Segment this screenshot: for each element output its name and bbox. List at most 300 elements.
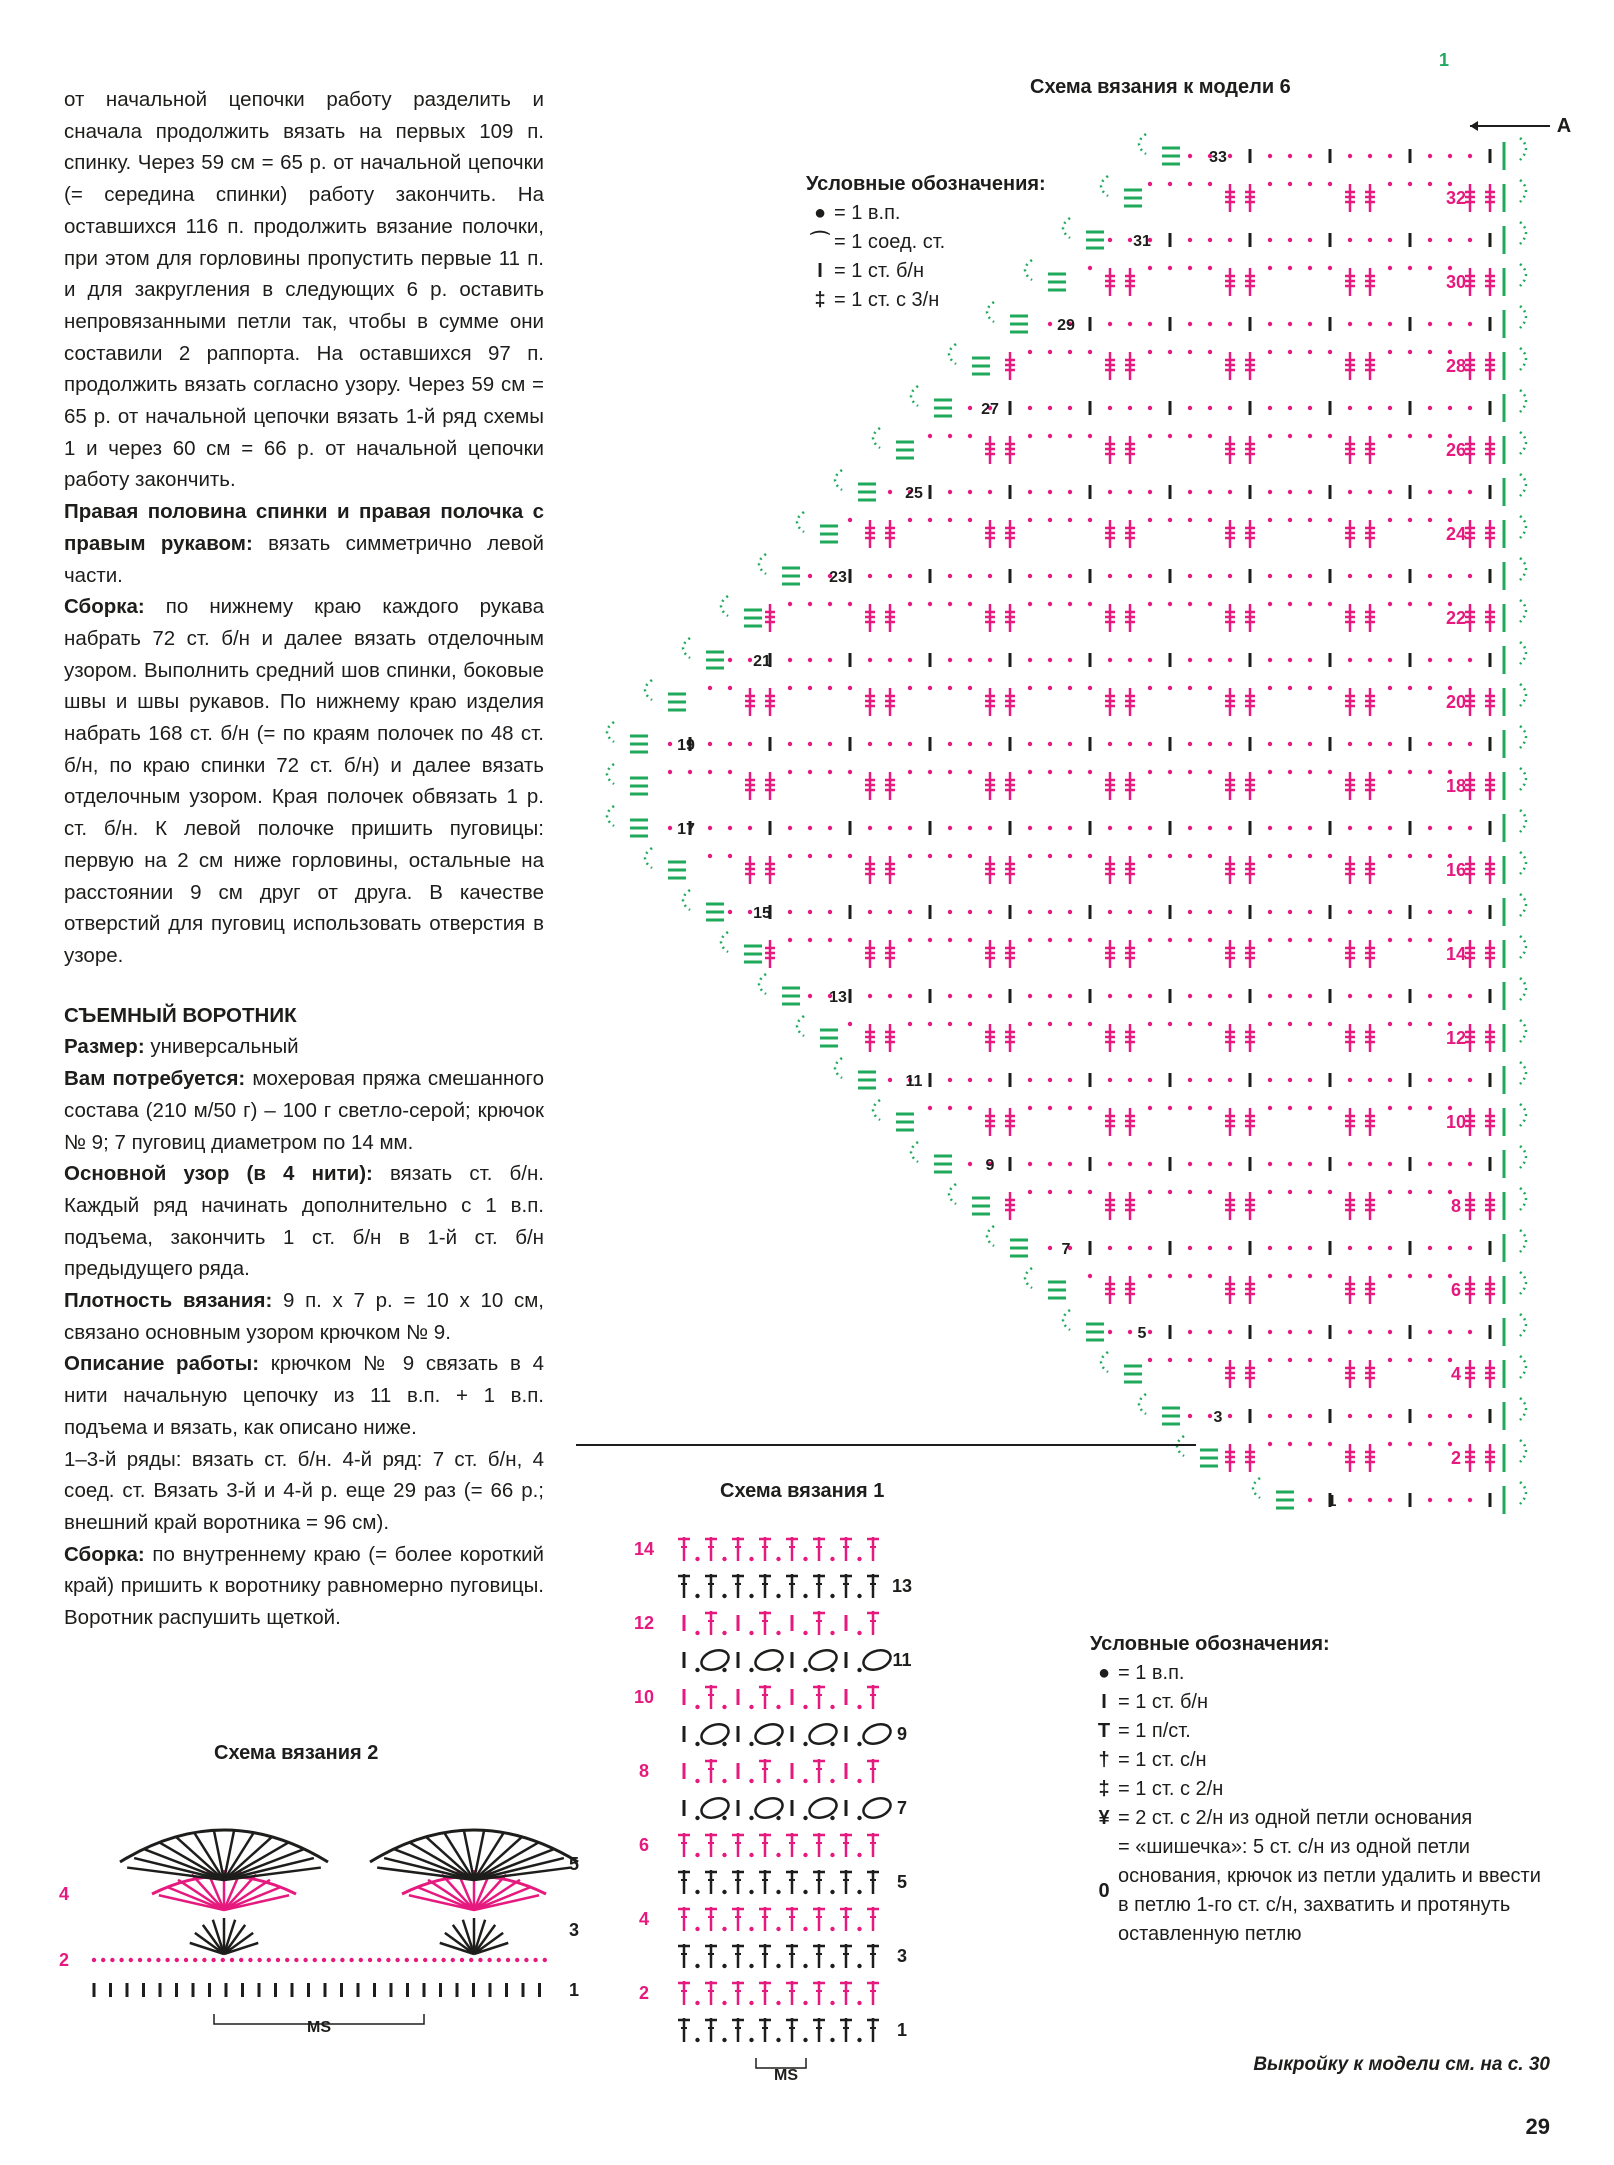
legend-item-label: = 1 п/ст. [1118,1720,1191,1742]
chain-dot [1088,770,1092,774]
chain-dot [722,2038,726,2042]
chain-dot [888,490,892,494]
chain-dot [848,686,852,690]
chain-dot [1148,826,1152,830]
chain-dot [1068,406,1072,410]
row-label-left: 15 [753,905,771,922]
chain-dot [1268,826,1272,830]
chain-dot [1388,910,1392,914]
chain-dot [1428,182,1432,186]
chain-dot [1048,938,1052,942]
chain-dot [1048,910,1052,914]
chain-dot [248,1958,252,1962]
chain-dot [1308,910,1312,914]
chain-dot [1408,1106,1412,1110]
chain-dot [1188,602,1192,606]
chain-dot [1088,266,1092,270]
chain-dot [1388,1358,1392,1362]
chain-dot [708,826,712,830]
chain-dot [1208,658,1212,662]
chain-dot [1068,854,1072,858]
chain-dot [988,490,992,494]
chain-dot [1308,574,1312,578]
legend-item-label: = 2 ст. с 2/н из одной петли основания [1118,1807,1473,1829]
legend1-title: Условные обозначения: [1090,1633,1330,1655]
chart1-row-label-left: 2 [638,1983,650,2003]
chain-dot [386,1958,390,1962]
edge-picot [1520,474,1526,496]
chain-dot [1448,1106,1452,1110]
chain-dot [1088,350,1092,354]
edge-picot [721,932,728,952]
chart1-row-label-right: 1 [896,2020,908,2040]
chain-dot [857,2038,861,2042]
chain-dot [359,1958,363,1962]
chain-dot [1428,1246,1432,1250]
edge-picot [949,344,956,364]
chain-dot [1388,182,1392,186]
chain-dot [1328,182,1332,186]
chain-dot [1448,434,1452,438]
chain-dot [928,938,932,942]
chain-dot [1288,910,1292,914]
chain-dot [1068,602,1072,606]
chain-dot [1268,322,1272,326]
chain-dot [1268,350,1272,354]
chain-dot [1388,770,1392,774]
tr-icon: ‡ [814,289,826,311]
chain-dot [1168,1274,1172,1278]
chain-dot [1448,350,1452,354]
chain-dot [1148,854,1152,858]
collar-paragraph-text: мохеровая пряжа смешанного состава (210 м/50 г) – 100 г светло-серой; крючок № 9; 7 пуговиц диаметром по 14 мм. [64,1067,544,1154]
chain-dot [908,938,912,942]
edge-picot [683,890,690,910]
chain-dot [1188,1190,1192,1194]
chain-dot [749,1594,753,1598]
chain-dot [1168,602,1172,606]
chain-dot [1448,742,1452,746]
chain-dot [1448,854,1452,858]
chain-dot [1308,1246,1312,1250]
edge-picot [1520,1062,1526,1084]
chart1-ms-label: MS [774,2067,798,2084]
row-label-right: 16 [1445,860,1467,880]
chain-dot [1068,658,1072,662]
chain-dot [968,1106,972,1110]
chain-dot [1428,238,1432,242]
chain-dot [1208,1358,1212,1362]
chain-dot [1408,938,1412,942]
chain-dot [543,1958,547,1962]
chain-dot [1268,182,1272,186]
chain-dot [668,742,672,746]
edge-picot [1520,432,1526,454]
chain-dot [1448,266,1452,270]
chain-dot [808,826,812,830]
chain-dot [748,826,752,830]
legend-item-label: = «шишечка»: 5 ст. с/н из одной петли основания, крючок из петли удалить и ввести в петлю 1-го ст. с/н, захватить и протянуть оставленную петлю [1118,1836,1541,1945]
chain-dot [1328,1358,1332,1362]
chain-dot [1228,1246,1232,1250]
edge-picot [1520,222,1526,244]
chain-dot [1188,994,1192,998]
chain-dot [1168,1106,1172,1110]
chain-dot [908,658,912,662]
chain-dot [1288,1190,1292,1194]
chain-dot [1028,602,1032,606]
chain-dot [211,1958,215,1962]
chain-dot [928,1022,932,1026]
bobble-icon: 0 [1098,1879,1110,1902]
chain-dot [1288,322,1292,326]
chain-dot [948,1022,952,1026]
chain-dot [414,1958,418,1962]
chain-dot [1428,1106,1432,1110]
collar-paragraph-lead: Вам потребуется: [64,1067,246,1091]
chain-dot [830,1779,834,1783]
chain-dot [749,1705,753,1709]
chain-dot [776,2038,780,2042]
chain-dot [1388,1246,1392,1250]
chain-dot [1308,490,1312,494]
chain-dot [708,742,712,746]
chain-dot [948,1106,952,1110]
collar-paragraph-lead: Описание работы: [64,1352,260,1376]
chain-dot [1448,826,1452,830]
chain-dot [868,910,872,914]
chain-dot [1368,994,1372,998]
row-label-right: 8 [1450,1196,1462,1216]
chain-dot [1148,266,1152,270]
chain-dot [857,1594,861,1598]
chain-dot [276,1958,280,1962]
chain-dot [1188,434,1192,438]
collar-paragraph-lead: Основной узор (в 4 нити): [64,1162,373,1186]
chain-dot [1228,1330,1232,1334]
chain-dot [1348,238,1352,242]
chain-dot [1288,1078,1292,1082]
edge-picot [1520,264,1526,286]
chain-dot [1388,322,1392,326]
chain-dot [808,938,812,942]
chart2-row-label-right: 1 [568,1980,580,2000]
chain-dot [1288,658,1292,662]
chain-dot [1068,1190,1072,1194]
chain-dot [1148,322,1152,326]
chain-dot [1428,574,1432,578]
collar-paragraph [64,1348,544,1443]
row-label-left: 11 [905,1073,923,1090]
chain-dot [1028,770,1032,774]
collar-paragraph-lead: Сборка: [64,1542,145,1566]
chain-dot [749,1668,753,1672]
chain-dot [1428,1414,1432,1418]
chain-dot [1268,1106,1272,1110]
chain-dot [1288,1358,1292,1362]
chain-dot [1468,490,1472,494]
chain-dot [803,2038,807,2042]
chain-dot [908,770,912,774]
row-label-right: 10 [1445,1112,1467,1132]
chain-dot [1028,434,1032,438]
edge-picot [1139,134,1146,154]
chain-dot [1088,518,1092,522]
chain-dot [451,1958,455,1962]
chain-dot [1428,266,1432,270]
chain-dot [1308,518,1312,522]
chain-dot [1288,266,1292,270]
edge-picot [1520,1146,1526,1168]
chain-dot [1068,742,1072,746]
chain-dot [1188,574,1192,578]
chain-dot [988,994,992,998]
chain-dot [1388,1022,1392,1026]
chain-dot [695,1779,699,1783]
row-label-right: 18 [1445,776,1467,796]
chain-dot [1088,686,1092,690]
chain-dot [1048,994,1052,998]
chain-dot [1168,1022,1172,1026]
chain-dot [1168,434,1172,438]
chain-dot [1308,350,1312,354]
chain-dot [1168,770,1172,774]
chain-dot [1468,1498,1472,1502]
chain-dot [1348,1414,1352,1418]
chain-dot [1128,994,1132,998]
chain-dot [749,1816,753,1820]
tr2-icon: ‡ [1098,1778,1110,1800]
chain-dot [988,826,992,830]
chain-dot [1208,826,1212,830]
chain-dot [1308,1358,1312,1362]
chain-dot [1388,1106,1392,1110]
fan-stitch [409,1842,474,1880]
chain-dot [1168,854,1172,858]
chain-dot [1288,994,1292,998]
chain-dot [1208,742,1212,746]
chain-dot [788,938,792,942]
chain-dot [1188,238,1192,242]
chain-dot [1448,1078,1452,1082]
chain-dot [688,770,692,774]
chain-dot [808,742,812,746]
legend-item [1090,1659,1548,1688]
chain-dot [1268,854,1272,858]
chain-dot [294,1958,298,1962]
chain-dot [828,742,832,746]
chain-dot [1088,602,1092,606]
chain-dot [1468,826,1472,830]
chain-dot [1228,1078,1232,1082]
edge-picot [1520,390,1526,412]
chain-dot [1288,1246,1292,1250]
chain-dot [1368,154,1372,158]
chain-dot [1428,1274,1432,1278]
chain-dot [808,686,812,690]
chain-dot [1388,518,1392,522]
chain-dot [788,826,792,830]
chain-dot [1048,686,1052,690]
chain-dot [1308,1162,1312,1166]
chain-dot [803,2001,807,2005]
chain-dot [808,602,812,606]
chain-dot [1408,182,1412,186]
chain-dot [808,574,812,578]
chain-dot [988,910,992,914]
collar-paragraph [64,1158,544,1285]
chain-dot [968,854,972,858]
chain-dot [1128,742,1132,746]
fan-stitch [159,1842,224,1880]
row-label-right: 20 [1445,692,1467,712]
chain-dot [1408,770,1412,774]
chain-dot [776,2001,780,2005]
edge-picot [1520,600,1526,622]
chain-dot [1108,910,1112,914]
chain-dot [1048,322,1052,326]
chain-dot [948,574,952,578]
chain-dot [1428,154,1432,158]
chain-dot [1188,406,1192,410]
chain-dot [1388,490,1392,494]
chain-dot [1108,490,1112,494]
chain-dot [776,1816,780,1820]
edge-picot [1520,726,1526,748]
chain-dot [1468,742,1472,746]
row-label-left: 13 [829,989,847,1006]
chain-dot [1368,910,1372,914]
legend-item-label: = 1 ст. б/н [1118,1691,1209,1713]
chain-dot [1208,1246,1212,1250]
chart6-top-label: 1 [1438,50,1450,70]
row-label-left: 23 [829,569,847,586]
row-label-right: 6 [1450,1280,1462,1300]
chain-dot [1028,938,1032,942]
chain-dot [487,1958,491,1962]
chain-dot [908,854,912,858]
chain-dot [1048,350,1052,354]
chain-dot [857,1890,861,1894]
chain-dot [968,406,972,410]
chain-dot [776,1742,780,1746]
chain-dot [928,1106,932,1110]
chart1-row-label-left: 14 [633,1539,655,1559]
chain-dot [830,1705,834,1709]
row-label-left: 25 [905,485,923,502]
chain-dot [776,1705,780,1709]
chain-dot [968,770,972,774]
chain-dot [1288,238,1292,242]
fan-stitch [224,1842,289,1880]
chain-dot [1188,490,1192,494]
chain-dot [788,686,792,690]
chain-dot [1468,1414,1472,1418]
chain-dot [1048,826,1052,830]
chain-dot [695,1631,699,1635]
fan-stitch [474,1842,539,1880]
chain-dot [776,1779,780,1783]
chain-dot [1428,938,1432,942]
legend-item-label: = 1 ст. б/н [834,260,925,282]
chain-dot [1068,1022,1072,1026]
chain-dot [1188,182,1192,186]
chain-dot [1328,854,1332,858]
edge-picot [721,596,728,616]
legend-item-label: = 1 ст. с/н [1118,1749,1207,1771]
chain-dot [908,1022,912,1026]
edge-picot [1520,1314,1526,1336]
chain-dot [928,518,932,522]
chain-dot [1448,1162,1452,1166]
collar-paragraph-text: крючком № 9 связать в 4 нити начальную цепочку из 11 в.п. + 1 в.п. подъема и вязать, как описано ниже. [64,1352,544,1439]
chart2-row-label-left: 2 [58,1950,70,1970]
chain-dot [1388,658,1392,662]
chain-dot [1288,1162,1292,1166]
chain-dot [1308,602,1312,606]
chain-dot [1448,1330,1452,1334]
edge-picot [1520,1356,1526,1378]
chain-dot [968,518,972,522]
chain-dot [888,1078,892,1082]
chain-dot [695,1594,699,1598]
chain-dot [1468,1246,1472,1250]
chain-dot [138,1958,142,1962]
chain-dot [1448,322,1452,326]
chain-dot [1148,1022,1152,1026]
edge-picot [1520,1188,1526,1210]
chain-dot [830,2038,834,2042]
chain-dot [1068,350,1072,354]
chain-dot [1328,1442,1332,1446]
chain-dot [497,1958,501,1962]
chain-dot [1068,518,1072,522]
chain-dot [1048,406,1052,410]
chain-dot [868,574,872,578]
chain-dot [1388,406,1392,410]
edge-picot [1520,1020,1526,1042]
chain-dot [1268,1358,1272,1362]
chain-dot [1268,154,1272,158]
chain-dot [1148,742,1152,746]
chain-dot [1268,238,1272,242]
chain-dot [1128,322,1132,326]
chain-dot [1088,1022,1092,1026]
article-paragraph-text: по нижнему краю каждого рукава набрать 72 ст. б/н и далее вязать отделочным узором. Выполнить средний шов спинки, боковые швы и швы рукавов. По нижнему краю изделия набрать 168 ст. б/н (= по краям полочек по 48 ст. б/н, по краю спинки 72 ст. б/н) и далее вязать отделочным узором. Края полочек обвязать 1 р. ст. б/н. К левой полочке пришить пуговицы: первую на 2 см ниже горловины, остальные на расстоянии 9 см друг от друга. В качестве отверстий для пуговиц использовать отверстия в узоре. [64,595,544,967]
chain-dot [728,826,732,830]
chain-dot [1408,1274,1412,1278]
chain-dot [405,1958,409,1962]
legend1 [1090,1630,1548,1949]
row-label-left: 21 [753,653,771,670]
chain-dot [749,2038,753,2042]
chain-dot [857,1927,861,1931]
chain-dot [1048,658,1052,662]
chain-dot [533,1958,537,1962]
chain-dot [1308,1274,1312,1278]
chain-dot [1188,1358,1192,1362]
chain-dot [857,1705,861,1709]
article-paragraph-lead: Правая половина спинки и правая полочка с правым рукавом: [64,500,544,555]
chain-dot [1388,238,1392,242]
chain-dot [722,1705,726,1709]
chain-dot [848,854,852,858]
chain-dot [1168,182,1172,186]
chain-dot [1288,574,1292,578]
chain-dot [1108,1162,1112,1166]
chain-dot [668,826,672,830]
chain-dot [1368,742,1372,746]
